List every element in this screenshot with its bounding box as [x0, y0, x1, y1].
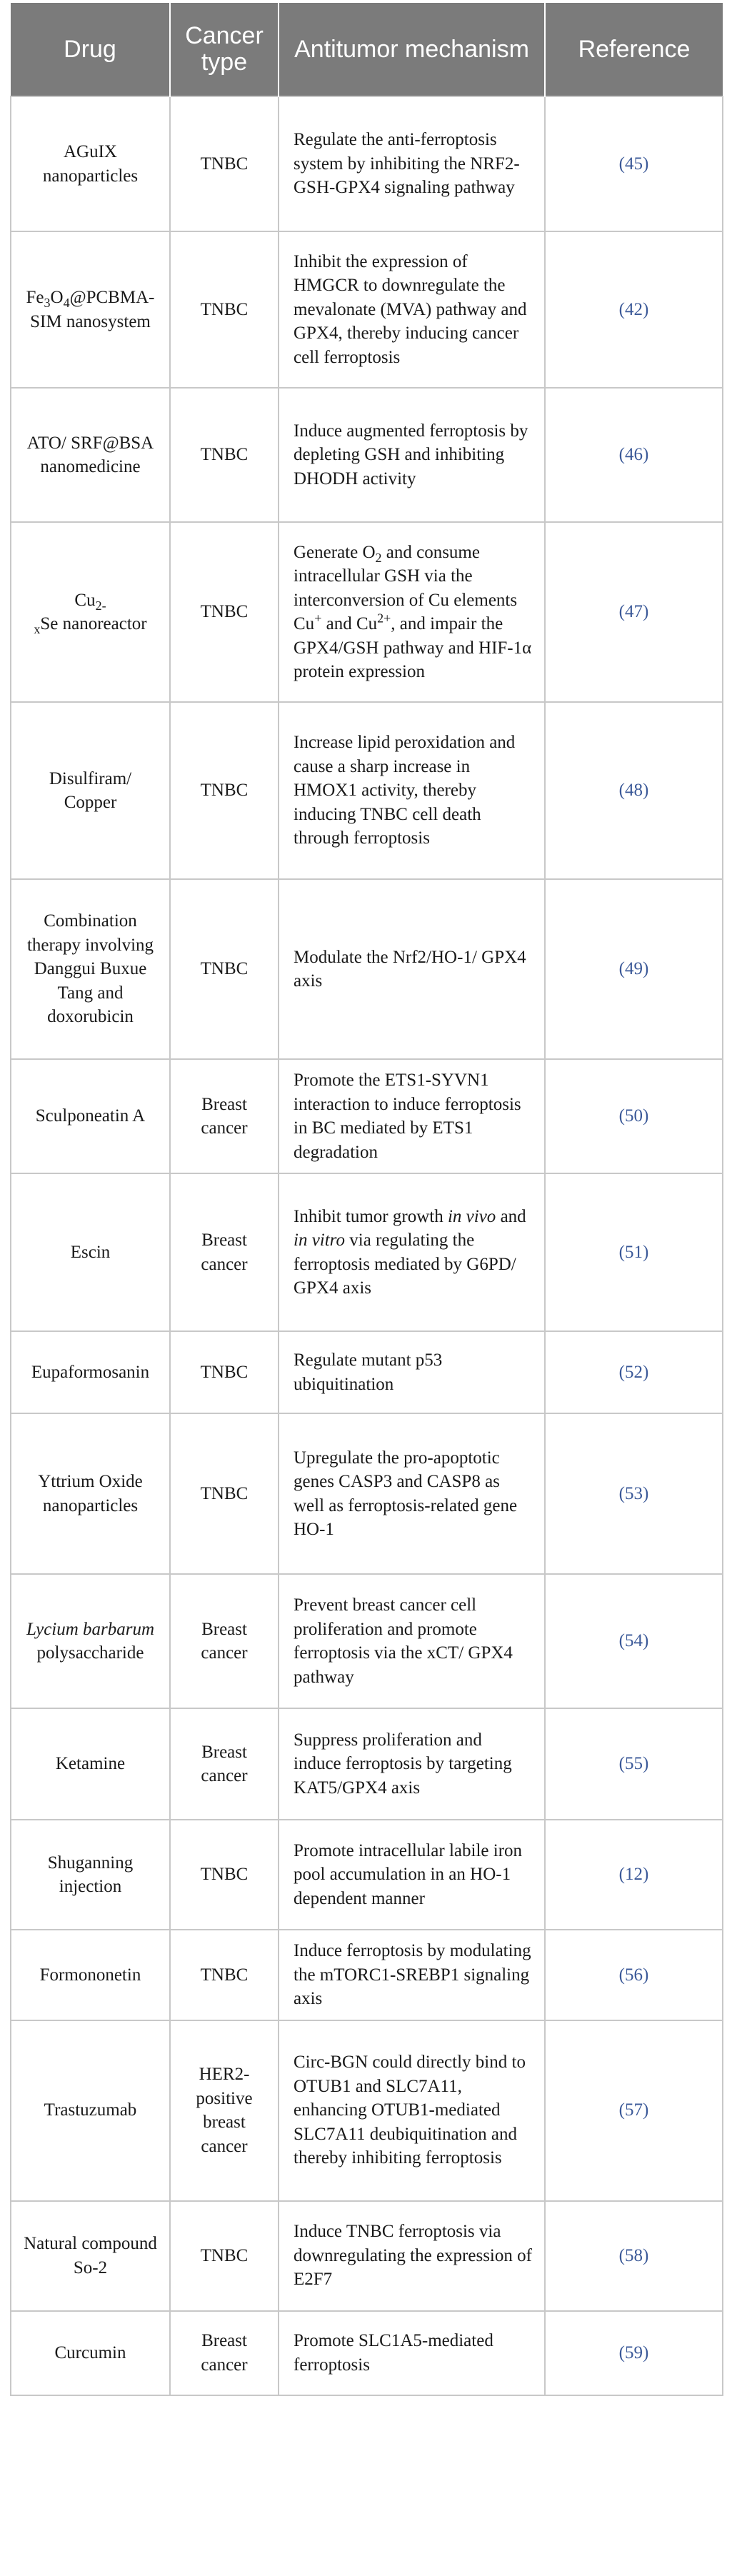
table-row	[11, 1708, 723, 1820]
table-row	[11, 388, 723, 522]
drug-cell: Shuganning injection	[11, 1820, 170, 1930]
cancer-type-cell: TNBC	[170, 1820, 279, 1930]
reference-link[interactable]: (47)	[618, 602, 649, 622]
reference-link[interactable]: (52)	[618, 1362, 649, 1382]
header-mechanism: Antitumor mechanism	[279, 3, 545, 96]
mechanism-cell: Induce ferroptosis by modulating the mTORC1-SREBP1 signaling axis	[279, 1930, 545, 2020]
table-row	[11, 1413, 723, 1574]
reference-cell	[545, 1708, 723, 1820]
reference-link[interactable]: (49)	[618, 959, 649, 979]
reference-cell	[545, 1059, 723, 1173]
reference-cell	[545, 522, 723, 702]
table-row	[11, 2201, 723, 2311]
reference-link[interactable]: (51)	[618, 1242, 649, 1262]
cancer-type-cell: TNBC	[170, 96, 279, 231]
mechanism-cell: Promote SLC1A5-mediated ferroptosis	[279, 2311, 545, 2395]
cancer-type-cell: TNBC	[170, 702, 279, 879]
drug-cell: Ketamine	[11, 1708, 170, 1820]
cancer-type-cell: Breast cancer	[170, 1173, 279, 1331]
drug-cell: Trastuzumab	[11, 2020, 170, 2201]
header-reference: Reference	[545, 3, 723, 96]
mechanism-cell: Promote the ETS1-SYVN1 interaction to induce ferroptosis in BC mediated by ETS1 degradation	[279, 1059, 545, 1173]
table-row	[11, 1173, 723, 1331]
reference-cell	[545, 1331, 723, 1413]
reference-cell	[545, 1173, 723, 1331]
mechanism-cell: Regulate the anti-ferroptosis system by inhibiting the NRF2-GSH-GPX4 signaling pathway	[279, 96, 545, 231]
drug-cell: Sculponeatin A	[11, 1059, 170, 1173]
cancer-type-cell: Breast cancer	[170, 1574, 279, 1708]
reference-link[interactable]: (58)	[618, 2245, 649, 2265]
drug-cell: Combination therapy involving Danggui Buxue Tang and doxorubicin	[11, 879, 170, 1059]
drug-cell: Formononetin	[11, 1930, 170, 2020]
drug-cell: Natural compound So-2	[11, 2201, 170, 2311]
cancer-type-cell: TNBC	[170, 1413, 279, 1574]
reference-cell	[545, 1574, 723, 1708]
cancer-type-cell: TNBC	[170, 879, 279, 1059]
reference-link[interactable]: (54)	[618, 1631, 649, 1651]
cancer-type-cell: TNBC	[170, 1930, 279, 2020]
mechanism-cell: Inhibit tumor growth in vivo and in vitro via regulating the ferroptosis mediated by G6PD/ GPX4 axis	[279, 1173, 545, 1331]
drug-cell: $Cu_{2-}$ $_x$Se nanoreactor	[11, 522, 170, 702]
mechanism-cell: Prevent breast cancer cell proliferation and promote ferroptosis via the xCT/ GPX4 pathway	[279, 1574, 545, 1708]
table-row	[11, 879, 723, 1059]
header-cancer-type: Cancer type	[170, 3, 279, 96]
reference-cell	[545, 96, 723, 231]
mechanism-cell: Increase lipid peroxidation and cause a sharp increase in HMOX1 activity, thereby inducing TNBC cell death through ferroptosis	[279, 702, 545, 879]
table-row	[11, 96, 723, 231]
reference-link[interactable]: (12)	[618, 1865, 649, 1885]
table-row	[11, 1059, 723, 1173]
mechanism-cell: Promote intracellular labile iron pool accumulation in an HO-1 dependent manner	[279, 1820, 545, 1930]
table-row	[11, 702, 723, 879]
reference-link[interactable]: (57)	[618, 2100, 649, 2120]
reference-cell	[545, 879, 723, 1059]
drug-cell: Disulfiram/ Copper	[11, 702, 170, 879]
cancer-type-cell: TNBC	[170, 522, 279, 702]
table-row	[11, 1820, 723, 1930]
reference-cell	[545, 231, 723, 388]
cancer-type-cell: TNBC	[170, 2201, 279, 2311]
mechanism-cell: Induce augmented ferroptosis by depleting GSH and inhibiting DHODH activity	[279, 388, 545, 522]
table-row	[11, 231, 723, 388]
drug-cell: AGuIX nanoparticles	[11, 96, 170, 231]
reference-cell	[545, 1413, 723, 1574]
drug-cell: ATO/ SRF@BSA nanomedicine	[11, 388, 170, 522]
table-row	[11, 2311, 723, 2395]
reference-link[interactable]: (46)	[618, 445, 649, 465]
drug-cell: $Fe_3O_4@PCBMA$-SIM nanosystem	[11, 231, 170, 388]
drug-cell: Yttrium Oxide nanoparticles	[11, 1413, 170, 1574]
cancer-type-cell: Breast cancer	[170, 2311, 279, 2395]
cancer-type-cell: Breast cancer	[170, 1708, 279, 1820]
reference-cell	[545, 1930, 723, 2020]
reference-link[interactable]: (45)	[618, 154, 649, 174]
cancer-type-cell: HER2-positive breast cancer	[170, 2020, 279, 2201]
mechanism-cell: Suppress proliferation and induce ferroptosis by targeting KAT5/GPX4 axis	[279, 1708, 545, 1820]
drug-cell: Escin	[11, 1173, 170, 1331]
reference-cell	[545, 2201, 723, 2311]
mechanism-cell: Upregulate the pro-apoptotic genes CASP3 and CASP8 as well as ferroptosis-related gene HO-1	[279, 1413, 545, 1574]
table-row	[11, 1930, 723, 2020]
cancer-type-cell: TNBC	[170, 1331, 279, 1413]
drug-cell: Lycium barbarum polysaccharide	[11, 1574, 170, 1708]
reference-link[interactable]: (55)	[618, 1754, 649, 1774]
reference-cell	[545, 1820, 723, 1930]
reference-cell	[545, 702, 723, 879]
drug-cell: Eupaformosanin	[11, 1331, 170, 1413]
reference-link[interactable]: (48)	[618, 781, 649, 801]
mechanism-cell: Induce TNBC ferroptosis via downregulating the expression of E2F7	[279, 2201, 545, 2311]
reference-link[interactable]: (42)	[618, 299, 649, 319]
reference-link[interactable]: (53)	[618, 1483, 649, 1503]
drug-table	[10, 3, 723, 2396]
mechanism-cell: Modulate the Nrf2/HO-1/ GPX4 axis	[279, 879, 545, 1059]
mechanism-cell: Circ-BGN could directly bind to OTUB1 and SLC7A11, enhancing OTUB1-mediated SLC7A11 deubiquitination and thereby inhibiting ferroptosis	[279, 2020, 545, 2201]
reference-link[interactable]: (50)	[618, 1106, 649, 1126]
cancer-type-cell: Breast cancer	[170, 1059, 279, 1173]
mechanism-cell: Generate $O_2$ and consume intracellular GSH via the interconversion of Cu elements Cu+ and $Cu^{2+}$, and impair the GPX4/GSH pathway and HIF-1α protein expression	[279, 522, 545, 702]
header-drug: Drug	[11, 3, 170, 96]
table-row	[11, 2020, 723, 2201]
cancer-type-cell: TNBC	[170, 231, 279, 388]
cancer-type-cell: TNBC	[170, 388, 279, 522]
mechanism-cell: Inhibit the expression of HMGCR to downregulate the mevalonate (MVA) pathway and GPX4, thereby inducing cancer cell ferroptosis	[279, 231, 545, 388]
table-row	[11, 1331, 723, 1413]
table-row	[11, 1574, 723, 1708]
reference-cell	[545, 2311, 723, 2395]
header-row	[11, 3, 723, 96]
mechanism-cell: Regulate mutant p53 ubiquitination	[279, 1331, 545, 1413]
drug-cell: Curcumin	[11, 2311, 170, 2395]
reference-cell	[545, 2020, 723, 2201]
reference-cell	[545, 388, 723, 522]
reference-link[interactable]: (56)	[618, 1965, 649, 1985]
reference-link[interactable]: (59)	[618, 2342, 649, 2362]
table-row	[11, 522, 723, 702]
